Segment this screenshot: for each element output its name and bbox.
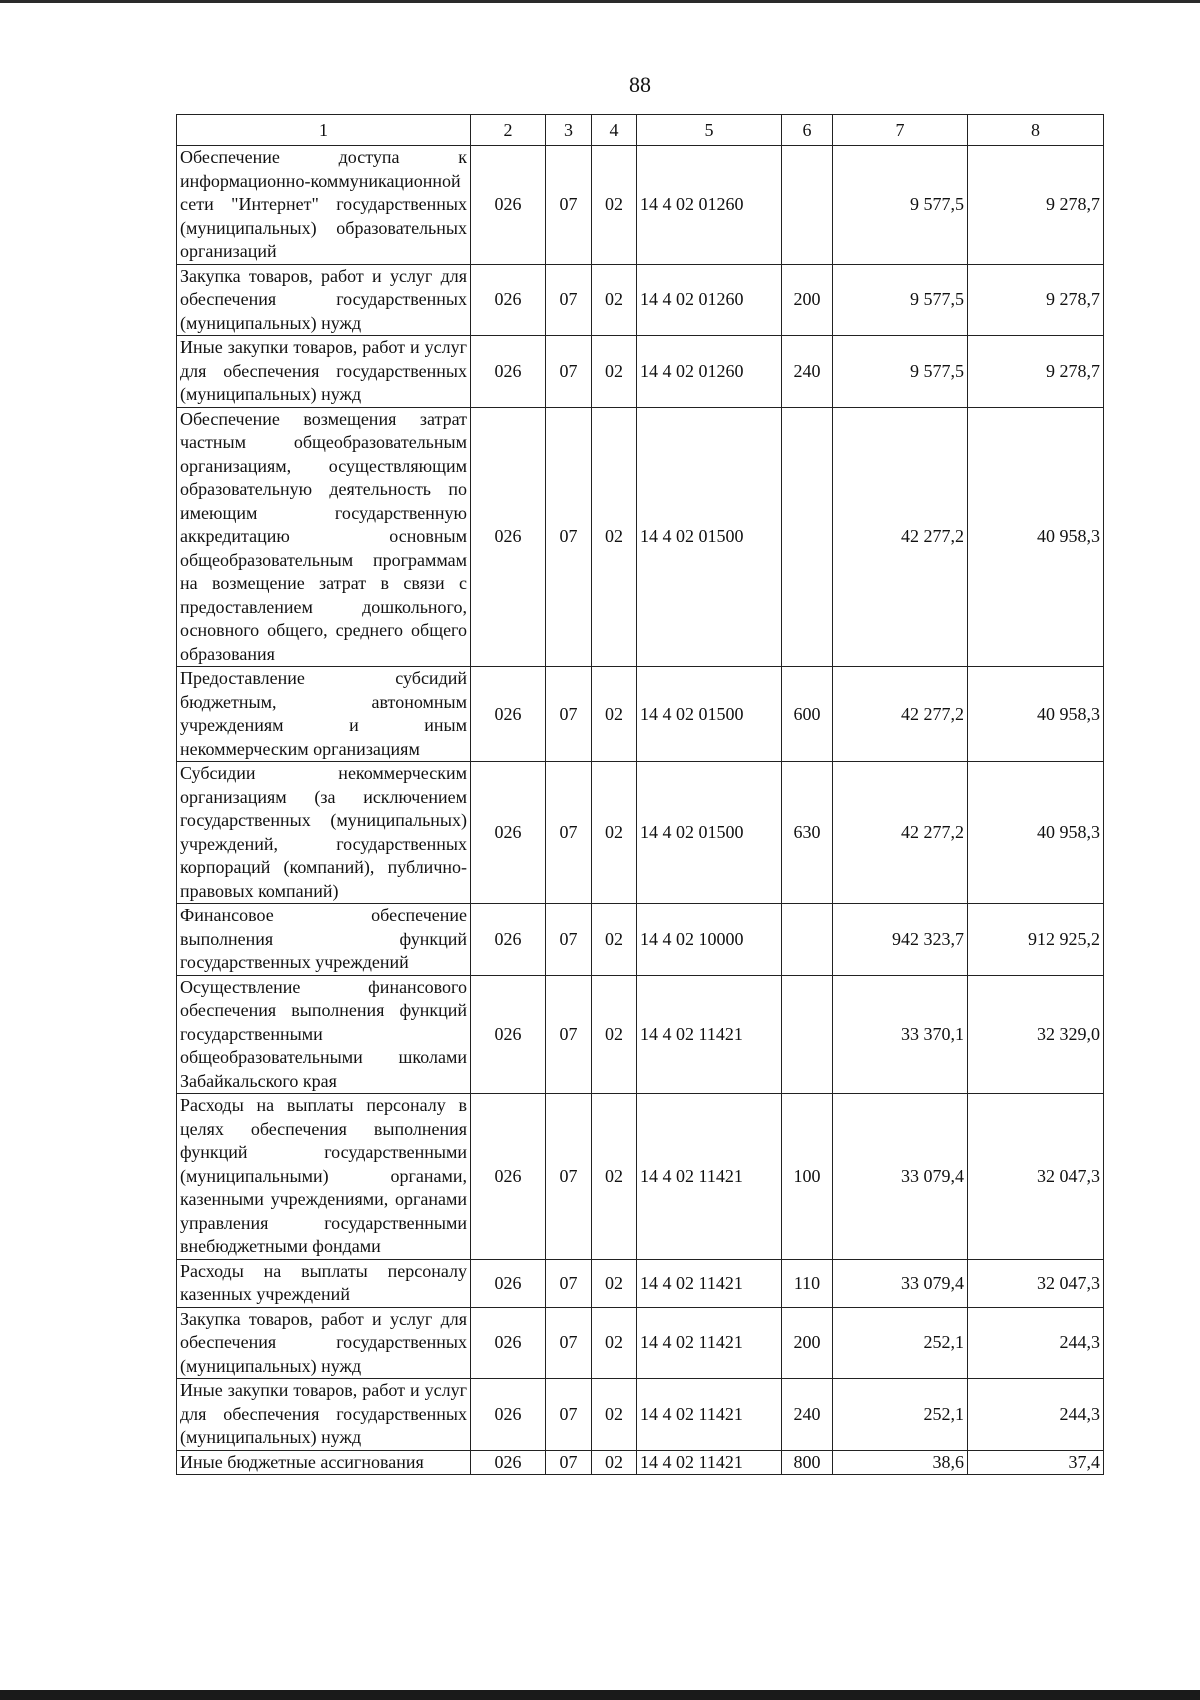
- expense-type-cell: [782, 407, 833, 667]
- expense-type-cell: [782, 904, 833, 976]
- target-article-cell: 14 4 02 11421: [637, 975, 782, 1094]
- expense-type-cell: [782, 146, 833, 265]
- amount-col8-cell: 37,4: [968, 1450, 1104, 1475]
- target-article-cell: 14 4 02 11421: [637, 1259, 782, 1307]
- budget-table: [176, 114, 1104, 1475]
- target-article-cell: 14 4 02 01260: [637, 264, 782, 336]
- expense-type-cell: 240: [782, 1379, 833, 1451]
- amount-col7-cell: 33 079,4: [833, 1094, 968, 1260]
- amount-col7-cell: 33 370,1: [833, 975, 968, 1094]
- table-header-row: [177, 115, 1104, 146]
- column-header: 2: [471, 115, 546, 146]
- ministry-code-cell: 026: [471, 667, 546, 762]
- column-header: 7: [833, 115, 968, 146]
- table-row: [177, 667, 1104, 762]
- amount-col8-cell: 32 329,0: [968, 975, 1104, 1094]
- target-article-cell: 14 4 02 01500: [637, 762, 782, 904]
- amount-col7-cell: 252,1: [833, 1379, 968, 1451]
- target-article-cell: 14 4 02 11421: [637, 1379, 782, 1451]
- ministry-code-cell: 026: [471, 1307, 546, 1379]
- subsection-code-cell: 02: [592, 904, 637, 976]
- expense-name-cell: Обеспечение доступа к информационно-коммуникационной сети "Интернет" государственных (муниципальных) образовательных организаций: [177, 146, 471, 265]
- ministry-code-cell: 026: [471, 975, 546, 1094]
- column-header: 6: [782, 115, 833, 146]
- section-code-cell: 07: [546, 762, 592, 904]
- expense-name-cell: Предоставление субсидий бюджетным, автономным учреждениям и иным некоммерческим организациям: [177, 667, 471, 762]
- section-code-cell: 07: [546, 264, 592, 336]
- table-row: [177, 1379, 1104, 1451]
- amount-col7-cell: 33 079,4: [833, 1259, 968, 1307]
- amount-col8-cell: 40 958,3: [968, 667, 1104, 762]
- expense-type-cell: [782, 975, 833, 1094]
- expense-name-cell: Иные закупки товаров, работ и услуг для обеспечения государственных (муниципальных) нужд: [177, 336, 471, 408]
- ministry-code-cell: 026: [471, 1450, 546, 1475]
- table-row: [177, 904, 1104, 976]
- subsection-code-cell: 02: [592, 1450, 637, 1475]
- target-article-cell: 14 4 02 01500: [637, 667, 782, 762]
- table-row: [177, 146, 1104, 265]
- expense-name-cell: Обеспечение возмещения затрат частным общеобразовательным организациям, осуществляющим образовательную деятельность по имеющим государственную аккредитацию основным общеобразовательным программам на возмещение затрат в связи с предоставлением дошкольного, основного общего, среднего общего образования: [177, 407, 471, 667]
- target-article-cell: 14 4 02 01260: [637, 146, 782, 265]
- ministry-code-cell: 026: [471, 762, 546, 904]
- column-header: 4: [592, 115, 637, 146]
- section-code-cell: 07: [546, 1259, 592, 1307]
- amount-col8-cell: 40 958,3: [968, 762, 1104, 904]
- expense-name-cell: Осуществление финансового обеспечения выполнения функций государственными общеобразовательными школами Забайкальского края: [177, 975, 471, 1094]
- amount-col7-cell: 42 277,2: [833, 667, 968, 762]
- section-code-cell: 07: [546, 975, 592, 1094]
- subsection-code-cell: 02: [592, 264, 637, 336]
- ministry-code-cell: 026: [471, 904, 546, 976]
- expense-type-cell: 110: [782, 1259, 833, 1307]
- section-code-cell: 07: [546, 407, 592, 667]
- amount-col8-cell: 244,3: [968, 1379, 1104, 1451]
- amount-col8-cell: 32 047,3: [968, 1259, 1104, 1307]
- ministry-code-cell: 026: [471, 1094, 546, 1260]
- ministry-code-cell: 026: [471, 1379, 546, 1451]
- column-header: 3: [546, 115, 592, 146]
- amount-col8-cell: 9 278,7: [968, 336, 1104, 408]
- expense-name-cell: Закупка товаров, работ и услуг для обеспечения государственных (муниципальных) нужд: [177, 1307, 471, 1379]
- table-row: [177, 975, 1104, 1094]
- table-row: [177, 407, 1104, 667]
- section-code-cell: 07: [546, 904, 592, 976]
- section-code-cell: 07: [546, 146, 592, 265]
- expense-type-cell: 200: [782, 1307, 833, 1379]
- amount-col8-cell: 40 958,3: [968, 407, 1104, 667]
- expense-type-cell: 600: [782, 667, 833, 762]
- section-code-cell: 07: [546, 1379, 592, 1451]
- expense-name-cell: Иные бюджетные ассигнования: [177, 1450, 471, 1475]
- amount-col8-cell: 32 047,3: [968, 1094, 1104, 1260]
- ministry-code-cell: 026: [471, 336, 546, 408]
- amount-col8-cell: 912 925,2: [968, 904, 1104, 976]
- amount-col7-cell: 9 577,5: [833, 264, 968, 336]
- column-header: 1: [177, 115, 471, 146]
- subsection-code-cell: 02: [592, 1307, 637, 1379]
- subsection-code-cell: 02: [592, 667, 637, 762]
- table-row: [177, 336, 1104, 408]
- subsection-code-cell: 02: [592, 146, 637, 265]
- expense-name-cell: Субсидии некоммерческим организациям (за исключением государственных (муниципальных) учреждений, государственных корпораций (компаний), публично-правовых компаний): [177, 762, 471, 904]
- subsection-code-cell: 02: [592, 1259, 637, 1307]
- table-row: [177, 1094, 1104, 1260]
- amount-col8-cell: 9 278,7: [968, 264, 1104, 336]
- subsection-code-cell: 02: [592, 1379, 637, 1451]
- amount-col8-cell: 244,3: [968, 1307, 1104, 1379]
- expense-name-cell: Расходы на выплаты персоналу казенных учреждений: [177, 1259, 471, 1307]
- bottom-border-rule: [0, 1690, 1200, 1700]
- section-code-cell: 07: [546, 1450, 592, 1475]
- target-article-cell: 14 4 02 11421: [637, 1094, 782, 1260]
- expense-type-cell: 800: [782, 1450, 833, 1475]
- subsection-code-cell: 02: [592, 1094, 637, 1260]
- amount-col7-cell: 9 577,5: [833, 336, 968, 408]
- subsection-code-cell: 02: [592, 762, 637, 904]
- expense-type-cell: 630: [782, 762, 833, 904]
- section-code-cell: 07: [546, 336, 592, 408]
- amount-col8-cell: 9 278,7: [968, 146, 1104, 265]
- ministry-code-cell: 026: [471, 1259, 546, 1307]
- amount-col7-cell: 42 277,2: [833, 762, 968, 904]
- expense-name-cell: Расходы на выплаты персоналу в целях обеспечения выполнения функций государственными (муниципальными) органами, казенными учреждениями, органами управления государственными внебюджетными фондами: [177, 1094, 471, 1260]
- amount-col7-cell: 38,6: [833, 1450, 968, 1475]
- top-border-rule: [0, 0, 1200, 3]
- subsection-code-cell: 02: [592, 407, 637, 667]
- table-row: [177, 762, 1104, 904]
- amount-col7-cell: 42 277,2: [833, 407, 968, 667]
- amount-col7-cell: 942 323,7: [833, 904, 968, 976]
- target-article-cell: 14 4 02 11421: [637, 1307, 782, 1379]
- ministry-code-cell: 026: [471, 146, 546, 265]
- section-code-cell: 07: [546, 667, 592, 762]
- table-row: [177, 1259, 1104, 1307]
- target-article-cell: 14 4 02 10000: [637, 904, 782, 976]
- table-row: [177, 264, 1104, 336]
- table-row: [177, 1307, 1104, 1379]
- subsection-code-cell: 02: [592, 336, 637, 408]
- ministry-code-cell: 026: [471, 407, 546, 667]
- expense-type-cell: 100: [782, 1094, 833, 1260]
- section-code-cell: 07: [546, 1094, 592, 1260]
- subsection-code-cell: 02: [592, 975, 637, 1094]
- target-article-cell: 14 4 02 11421: [637, 1450, 782, 1475]
- amount-col7-cell: 9 577,5: [833, 146, 968, 265]
- expense-name-cell: Финансовое обеспечение выполнения функций государственных учреждений: [177, 904, 471, 976]
- expense-name-cell: Иные закупки товаров, работ и услуг для обеспечения государственных (муниципальных) нужд: [177, 1379, 471, 1451]
- page-number: 88: [629, 72, 651, 97]
- ministry-code-cell: 026: [471, 264, 546, 336]
- expense-type-cell: 200: [782, 264, 833, 336]
- column-header: 8: [968, 115, 1104, 146]
- expense-name-cell: Закупка товаров, работ и услуг для обеспечения государственных (муниципальных) нужд: [177, 264, 471, 336]
- section-code-cell: 07: [546, 1307, 592, 1379]
- target-article-cell: 14 4 02 01260: [637, 336, 782, 408]
- table-row: [177, 1450, 1104, 1475]
- target-article-cell: 14 4 02 01500: [637, 407, 782, 667]
- amount-col7-cell: 252,1: [833, 1307, 968, 1379]
- column-header: 5: [637, 115, 782, 146]
- expense-type-cell: 240: [782, 336, 833, 408]
